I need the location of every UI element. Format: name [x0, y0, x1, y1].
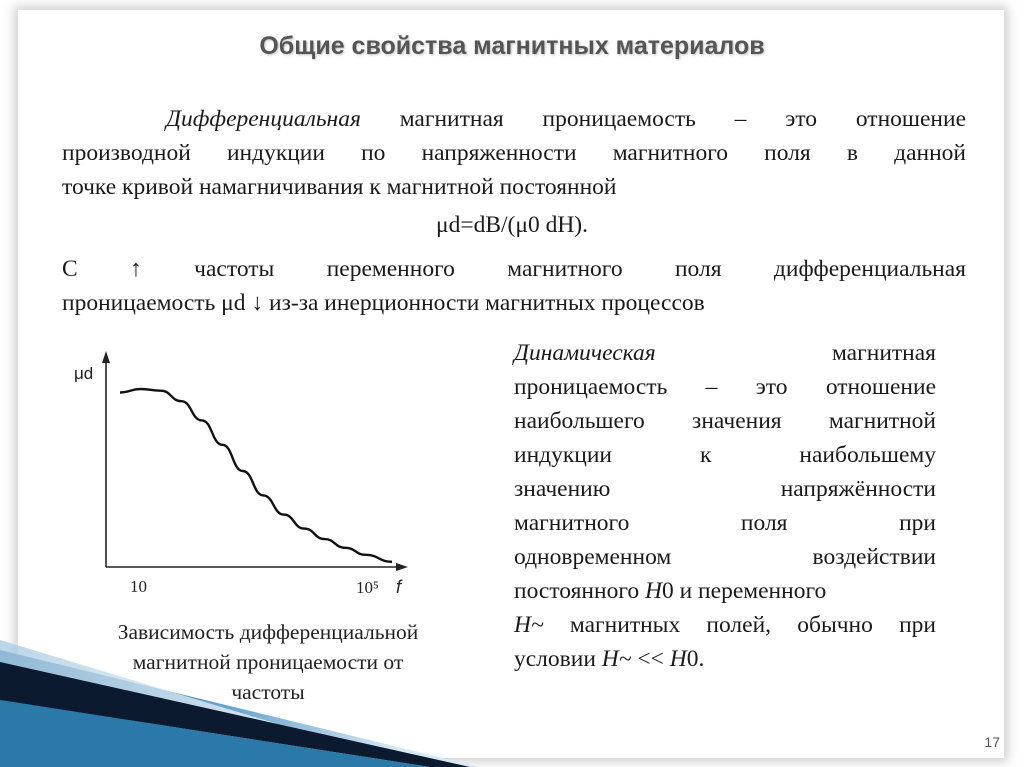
x-tick-label-2: 10⁵ [356, 578, 379, 597]
x-axis-label: f [396, 577, 402, 597]
slide-title: Общие свойства магнитных материалов [259, 32, 765, 60]
y-axis-label: μd [74, 364, 94, 383]
axes [102, 351, 408, 571]
permeability-curve [120, 389, 392, 562]
frequency-effect-text: С ↑ частоты переменного магнитного поля дифференциальная проницаемость μd ↓ из-за инерционности магнитных процессов [62, 256, 966, 316]
term-dynamic: Динамическая [514, 340, 656, 366]
formula: μd=dB/(μ0 dH). [435, 212, 589, 238]
x-tick-label-1: 10 [130, 577, 147, 596]
chart-caption: Зависимость дифференциальной магнитной проницаемости от частоты [117, 620, 419, 704]
page-number: 17 [984, 734, 1000, 750]
permeability-frequency-chart [62, 345, 422, 610]
x-axis-arrow [396, 563, 408, 571]
term-differential: Дифференциальная [166, 106, 361, 132]
differential-permeability-definition: Дифференциальная магнитная проницаемость – это отношение производной индукции по напряженности магнитного поля в данной точке кривой намагничивания к магнитной постоянной [62, 106, 966, 200]
y-axis-arrow [102, 351, 110, 363]
dynamic-permeability-definition: Динамическая магнитная проницаемость – это отношение наибольшего значения магнитной индукции к наибольшему значению напряжённости магнитного поля при одновременном воздействии постоянного Н0 и переменного Н~ магнитных полей, обычно при условии Н~ << Н0. [514, 340, 936, 672]
